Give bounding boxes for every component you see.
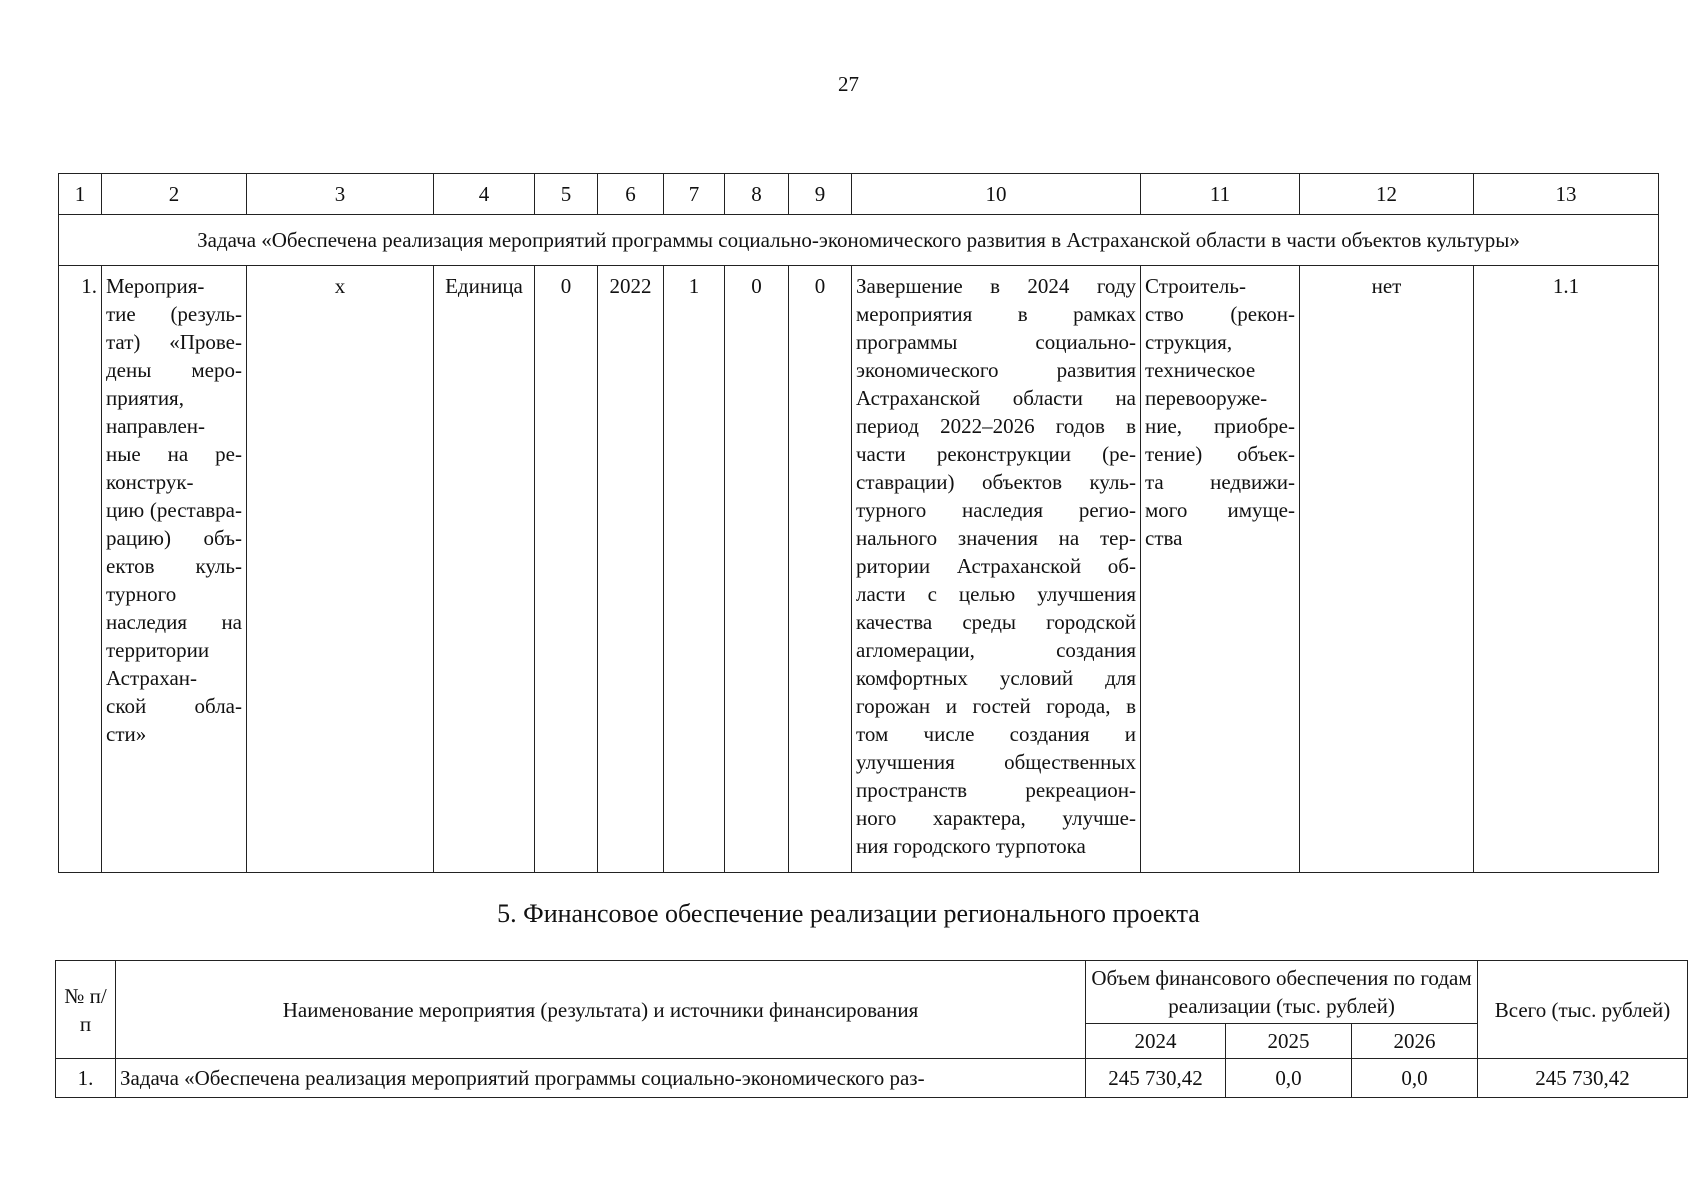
- column-number: 2: [102, 174, 247, 215]
- table-row: [56, 1059, 1688, 1098]
- text-line: территории: [106, 638, 210, 662]
- row-number: 1.: [56, 1059, 116, 1098]
- text-line: Астрахан-: [106, 666, 197, 690]
- text-line: мероприятия в рамках: [856, 302, 1136, 326]
- row-number: 1.: [59, 266, 102, 873]
- text-line: нального значения на тер-: [856, 526, 1136, 550]
- volume-header: Объем финансового обеспечения по годам реализации (тыс. рублей): [1086, 961, 1478, 1024]
- description-cell: [852, 266, 1141, 873]
- cell-col5: 0: [535, 266, 598, 873]
- text-line: конструк-: [106, 470, 194, 494]
- year-header: 2026: [1352, 1024, 1478, 1059]
- text-line: мого имуще-: [1145, 498, 1295, 522]
- text-line: ные на ре-: [106, 442, 242, 466]
- indicator-table: [58, 173, 1659, 873]
- text-line: ектов куль-: [106, 554, 242, 578]
- name-header: Наименование мероприятия (результата) и источники финансирования: [116, 961, 1086, 1059]
- finance-table: [55, 960, 1688, 1098]
- text-line: период 2022–2026 годов в: [856, 414, 1136, 438]
- text-line: Строитель-: [1145, 274, 1246, 298]
- text-line: ства: [1145, 526, 1183, 550]
- text-line: том числе создания и: [856, 722, 1136, 746]
- text-line: ритории Астраханской об-: [856, 554, 1136, 578]
- cell-col6: 2022: [598, 266, 664, 873]
- text-line: перевооруже-: [1145, 386, 1268, 410]
- text-line: ство (рекон-: [1145, 302, 1295, 326]
- value-total: 245 730,42: [1478, 1059, 1688, 1098]
- text-line: рацию) объ-: [106, 526, 242, 550]
- page-number: 27: [838, 72, 859, 96]
- task-title: Задача «Обеспечена реализация мероприятий программы социально-экономического развития в Астраханской области в части объектов культуры»: [59, 215, 1659, 266]
- cell-col8: 0: [725, 266, 789, 873]
- text-line: агломерации, создания: [856, 638, 1136, 662]
- text-line: ласти с целью улучшения: [856, 582, 1136, 606]
- text-line: наследия на: [106, 610, 242, 634]
- column-number: 12: [1300, 174, 1474, 215]
- value-2026: 0,0: [1352, 1059, 1478, 1098]
- text-line: ного характера, улучше-: [856, 806, 1136, 830]
- text-line: ния городского турпотока: [856, 834, 1086, 858]
- text-line: горожан и гостей города, в: [856, 694, 1136, 718]
- text-line: турного: [106, 582, 177, 606]
- value-2025: 0,0: [1226, 1059, 1352, 1098]
- text-line: сти»: [106, 722, 147, 746]
- text-line: тение) объек-: [1145, 442, 1295, 466]
- text-line: приятия,: [106, 386, 184, 410]
- text-line: ставрации) объектов куль-: [856, 470, 1136, 494]
- text-line: Астраханской области на: [856, 386, 1136, 410]
- text-line: экономического развития: [856, 358, 1136, 382]
- text-line: направлен-: [106, 414, 206, 438]
- cell-col3: х: [247, 266, 434, 873]
- number-header: № п/п: [56, 961, 116, 1059]
- year-header: 2025: [1226, 1024, 1352, 1059]
- text-line: улучшения общественных: [856, 750, 1136, 774]
- finance-header-row: [56, 961, 1688, 1024]
- column-number: 4: [434, 174, 535, 215]
- column-number: 7: [664, 174, 725, 215]
- text-line: качества среды городской: [856, 610, 1136, 634]
- text-line: тат) «Прове-: [106, 330, 242, 354]
- column-number: 9: [789, 174, 852, 215]
- text-line: струкция,: [1145, 330, 1233, 354]
- column-number: 13: [1474, 174, 1659, 215]
- value-2024: 245 730,42: [1086, 1059, 1226, 1098]
- cell-col9: 0: [789, 266, 852, 873]
- column-number: 1: [59, 174, 102, 215]
- text-line: та недвижи-: [1145, 470, 1295, 494]
- cell-col12: нет: [1300, 266, 1474, 873]
- text-line: части реконструкции (ре-: [856, 442, 1136, 466]
- unit-cell: Единица: [434, 266, 535, 873]
- text-line: пространств рекреацион-: [856, 778, 1136, 802]
- column-number: 5: [535, 174, 598, 215]
- task-row: [59, 215, 1659, 266]
- text-line: комфортных условий для: [856, 666, 1136, 690]
- text-line: ние, приобре-: [1145, 414, 1295, 438]
- text-line: турного наследия регио-: [856, 498, 1136, 522]
- year-header: 2024: [1086, 1024, 1226, 1059]
- column-number: 11: [1141, 174, 1300, 215]
- row-name: Задача «Обеспечена реализация мероприятий программы социально-экономического раз-: [116, 1059, 1086, 1098]
- text-line: ской обла-: [106, 694, 242, 718]
- text-line: дены меро-: [106, 358, 242, 382]
- text-line: техническое: [1145, 358, 1256, 382]
- text-line: цию (реставра-: [106, 498, 242, 522]
- column-number-row: [59, 174, 1659, 215]
- text-line: Мероприя-: [106, 274, 205, 298]
- table-row: [59, 266, 1659, 873]
- type-cell: [1141, 266, 1300, 873]
- text-line: Завершение в 2024 году: [856, 274, 1136, 298]
- section-title: 5. Финансовое обеспечение реализации регионального проекта: [497, 899, 1200, 928]
- text-line: тие (резуль-: [106, 302, 242, 326]
- text-line: программы социально-: [856, 330, 1136, 354]
- column-number: 3: [247, 174, 434, 215]
- column-number: 10: [852, 174, 1141, 215]
- column-number: 8: [725, 174, 789, 215]
- total-header: Всего (тыс. рублей): [1478, 961, 1688, 1059]
- cell-col7: 1: [664, 266, 725, 873]
- cell-col13: 1.1: [1474, 266, 1659, 873]
- column-number: 6: [598, 174, 664, 215]
- measure-name: [102, 266, 247, 873]
